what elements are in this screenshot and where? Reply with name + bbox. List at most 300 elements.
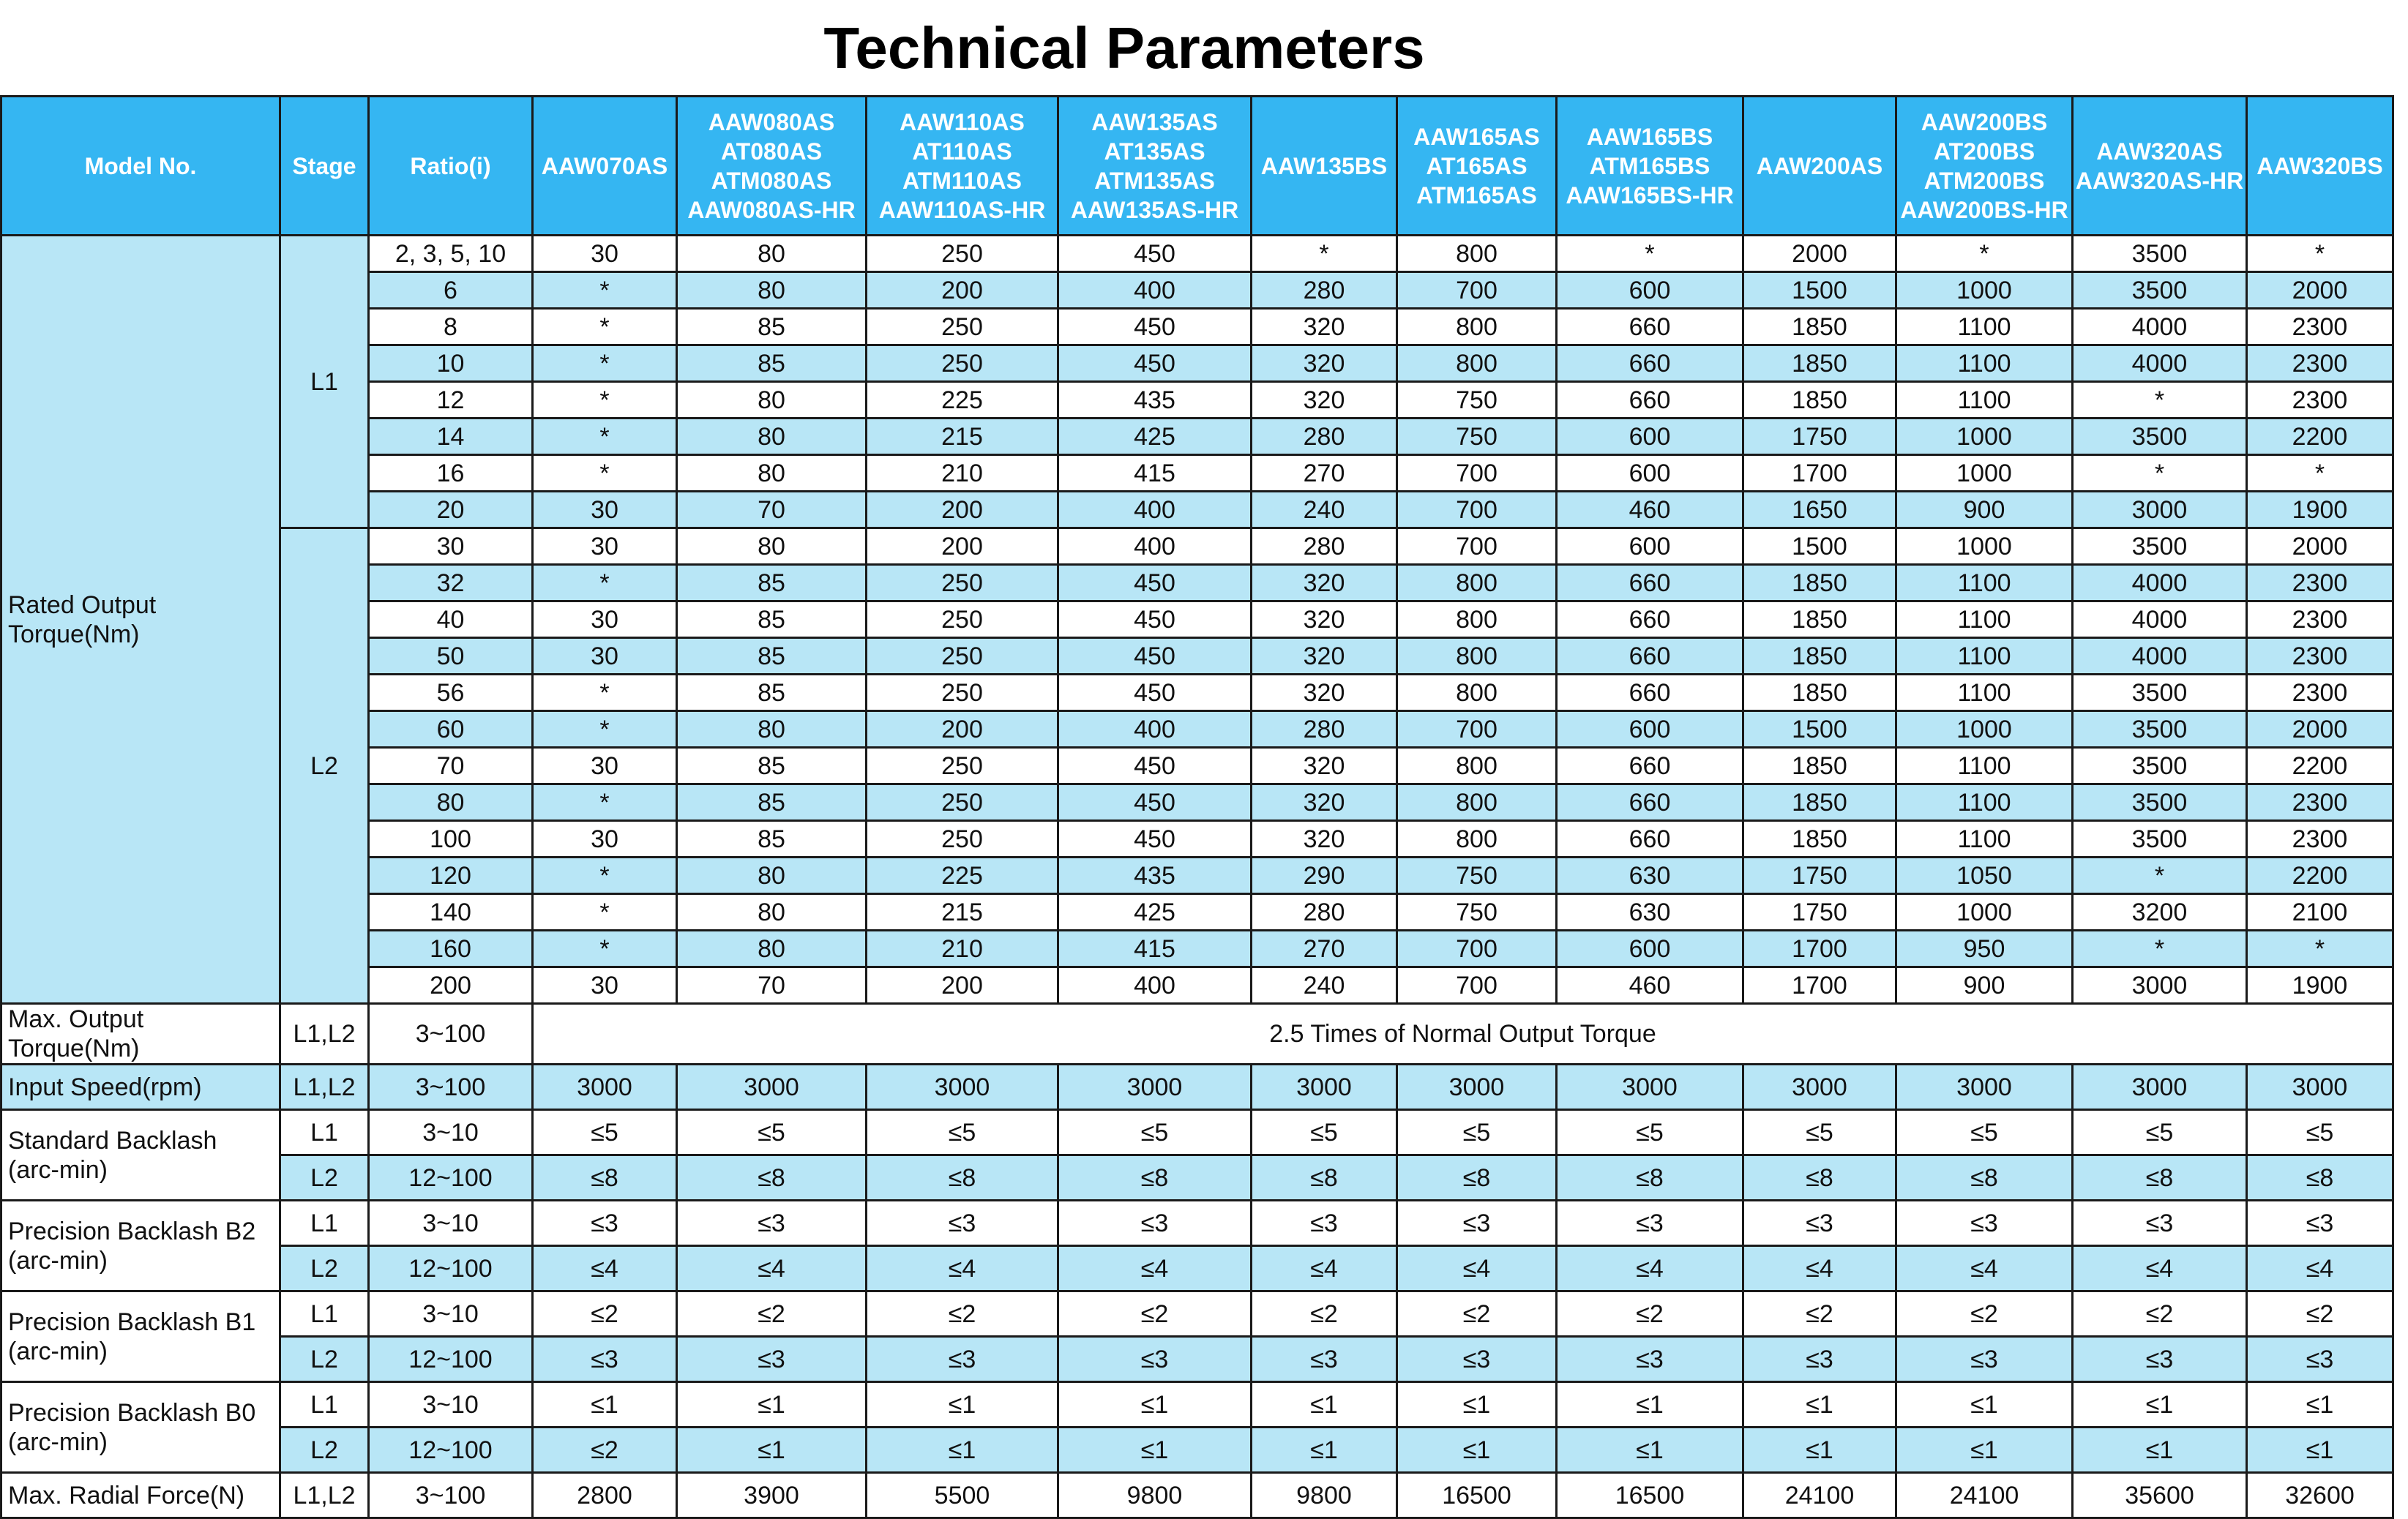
table-row bbox=[1, 1291, 2393, 1337]
header-model-name: AT200BS bbox=[1933, 138, 2035, 165]
torque-value-cell: 30 bbox=[533, 638, 677, 675]
torque-value-cell: 320 bbox=[1252, 638, 1397, 675]
backlash-value: ≤4 bbox=[2247, 1246, 2393, 1291]
ratio-cell: 16 bbox=[369, 455, 533, 492]
ratio-cell: 2, 3, 5, 10 bbox=[369, 236, 533, 272]
input-speed-value: 3000 bbox=[1743, 1065, 1896, 1110]
torque-value-cell: 225 bbox=[867, 858, 1058, 894]
torque-value-cell: 1000 bbox=[1896, 894, 2073, 931]
torque-value-cell: 660 bbox=[1557, 784, 1743, 821]
backlash-value: ≤3 bbox=[1896, 1337, 2073, 1382]
backlash-value: ≤1 bbox=[1397, 1382, 1557, 1428]
input-speed-value: 3000 bbox=[1896, 1065, 2073, 1110]
torque-value-cell: 3500 bbox=[2073, 272, 2247, 309]
header-model-col bbox=[677, 97, 867, 236]
torque-value-cell: 800 bbox=[1397, 345, 1557, 382]
backlash-value: ≤5 bbox=[1397, 1110, 1557, 1155]
backlash-value: ≤5 bbox=[2073, 1110, 2247, 1155]
backlash-label-line: Precision Backlash B0 bbox=[8, 1398, 256, 1427]
torque-value-cell: 660 bbox=[1557, 638, 1743, 675]
backlash-value: ≤1 bbox=[1058, 1428, 1252, 1473]
ratio-cell: 12~100 bbox=[369, 1155, 533, 1201]
ratio-cell: 70 bbox=[369, 748, 533, 784]
backlash-label bbox=[1, 1382, 280, 1473]
stage-cell: L1,L2 bbox=[280, 1065, 369, 1110]
max-radial-force-value: 9800 bbox=[1252, 1473, 1397, 1518]
torque-value-cell: 320 bbox=[1252, 821, 1397, 858]
torque-value-cell: 1100 bbox=[1896, 382, 2073, 419]
backlash-value: ≤3 bbox=[1252, 1337, 1397, 1382]
torque-value-cell: 70 bbox=[677, 492, 867, 528]
torque-value-cell: 80 bbox=[677, 528, 867, 565]
backlash-value: ≤5 bbox=[677, 1110, 867, 1155]
torque-value-cell: * bbox=[533, 894, 677, 931]
torque-value-cell: 1500 bbox=[1743, 528, 1896, 565]
table-row bbox=[1, 1201, 2393, 1246]
backlash-value: ≤1 bbox=[1896, 1382, 2073, 1428]
input-speed-value: 3000 bbox=[1397, 1065, 1557, 1110]
torque-value-cell: 200 bbox=[867, 967, 1058, 1004]
torque-value-cell: 1850 bbox=[1743, 309, 1896, 345]
max-radial-force-value: 5500 bbox=[867, 1473, 1058, 1518]
ratio-cell: 50 bbox=[369, 638, 533, 675]
backlash-value: ≤4 bbox=[1252, 1246, 1397, 1291]
backlash-value: ≤1 bbox=[1743, 1382, 1896, 1428]
torque-value-cell: 700 bbox=[1397, 931, 1557, 967]
header-model-name: ATM135AS bbox=[1094, 167, 1215, 194]
max-radial-force-value: 35600 bbox=[2073, 1473, 2247, 1518]
backlash-value: ≤3 bbox=[2073, 1337, 2247, 1382]
backlash-value: ≤3 bbox=[867, 1337, 1058, 1382]
torque-value-cell: 1850 bbox=[1743, 675, 1896, 711]
backlash-label bbox=[1, 1291, 280, 1382]
torque-value-cell: 1850 bbox=[1743, 784, 1896, 821]
backlash-label-line: (arc-min) bbox=[8, 1246, 108, 1275]
ratio-cell: 40 bbox=[369, 601, 533, 638]
header-model-name: AAW080AS-HR bbox=[687, 196, 856, 223]
torque-value-cell: 1700 bbox=[1743, 931, 1896, 967]
ratio-cell: 3~10 bbox=[369, 1291, 533, 1337]
backlash-value: ≤3 bbox=[1058, 1201, 1252, 1246]
torque-value-cell: * bbox=[533, 455, 677, 492]
header-model-col bbox=[1058, 97, 1252, 236]
torque-value-cell: 2300 bbox=[2247, 638, 2393, 675]
torque-value-cell: 435 bbox=[1058, 858, 1252, 894]
backlash-value: ≤1 bbox=[1252, 1428, 1397, 1473]
torque-value-cell: 80 bbox=[677, 272, 867, 309]
torque-value-cell: 800 bbox=[1397, 821, 1557, 858]
max-output-torque-value: 2.5 Times of Normal Output Torque bbox=[533, 1004, 2393, 1065]
backlash-label-line: (arc-min) bbox=[8, 1155, 108, 1184]
torque-value-cell: 900 bbox=[1896, 967, 2073, 1004]
backlash-value: ≤2 bbox=[2073, 1291, 2247, 1337]
backlash-label-line: (arc-min) bbox=[8, 1337, 108, 1365]
torque-value-cell: 250 bbox=[867, 821, 1058, 858]
backlash-value: ≤3 bbox=[1557, 1201, 1743, 1246]
torque-value-cell: 280 bbox=[1252, 894, 1397, 931]
torque-value-cell: 2300 bbox=[2247, 821, 2393, 858]
header-model-name: ATM165BS bbox=[1589, 152, 1710, 179]
torque-value-cell: 700 bbox=[1397, 455, 1557, 492]
torque-value-cell: 600 bbox=[1557, 528, 1743, 565]
max-radial-force-value: 32600 bbox=[2247, 1473, 2393, 1518]
header-model-name: AAW320AS bbox=[2096, 138, 2223, 165]
torque-value-cell: * bbox=[2073, 931, 2247, 967]
backlash-label bbox=[1, 1110, 280, 1201]
torque-value-cell: 750 bbox=[1397, 382, 1557, 419]
backlash-value: ≤2 bbox=[1252, 1291, 1397, 1337]
torque-value-cell: 85 bbox=[677, 748, 867, 784]
max-radial-force-value: 24100 bbox=[1743, 1473, 1896, 1518]
torque-value-cell: 2300 bbox=[2247, 309, 2393, 345]
torque-value-cell: 250 bbox=[867, 784, 1058, 821]
torque-value-cell: 2300 bbox=[2247, 675, 2393, 711]
torque-value-cell: 1650 bbox=[1743, 492, 1896, 528]
backlash-value: ≤1 bbox=[1557, 1382, 1743, 1428]
backlash-value: ≤5 bbox=[1252, 1110, 1397, 1155]
torque-value-cell: 320 bbox=[1252, 748, 1397, 784]
torque-value-cell: 85 bbox=[677, 601, 867, 638]
stage-cell: L2 bbox=[280, 1155, 369, 1201]
ratio-cell: 200 bbox=[369, 967, 533, 1004]
torque-value-cell: 3500 bbox=[2073, 711, 2247, 748]
stage-cell: L2 bbox=[280, 1246, 369, 1291]
torque-value-cell: 200 bbox=[867, 272, 1058, 309]
torque-value-cell: 1100 bbox=[1896, 748, 2073, 784]
stage-cell: L1 bbox=[280, 236, 369, 528]
backlash-value: ≤5 bbox=[867, 1110, 1058, 1155]
torque-value-cell: 1900 bbox=[2247, 967, 2393, 1004]
torque-value-cell: * bbox=[2073, 858, 2247, 894]
backlash-value: ≤8 bbox=[867, 1155, 1058, 1201]
table-row bbox=[1, 528, 2393, 565]
backlash-value: ≤3 bbox=[1557, 1337, 1743, 1382]
torque-value-cell: 1750 bbox=[1743, 419, 1896, 455]
torque-value-cell: 425 bbox=[1058, 419, 1252, 455]
torque-value-cell: 800 bbox=[1397, 748, 1557, 784]
torque-value-cell: * bbox=[2247, 931, 2393, 967]
torque-value-cell: 250 bbox=[867, 675, 1058, 711]
ratio-cell: 100 bbox=[369, 821, 533, 858]
torque-value-cell: 400 bbox=[1058, 272, 1252, 309]
torque-value-cell: 1000 bbox=[1896, 272, 2073, 309]
torque-value-cell: 85 bbox=[677, 784, 867, 821]
backlash-value: ≤3 bbox=[1058, 1337, 1252, 1382]
torque-value-cell: 450 bbox=[1058, 675, 1252, 711]
torque-value-cell: 320 bbox=[1252, 601, 1397, 638]
header-row bbox=[1, 97, 2393, 236]
backlash-value: ≤8 bbox=[1743, 1155, 1896, 1201]
table-row bbox=[1, 1110, 2393, 1155]
torque-value-cell: 280 bbox=[1252, 528, 1397, 565]
input-speed-label: Input Speed(rpm) bbox=[1, 1065, 280, 1110]
torque-value-cell: 1000 bbox=[1896, 528, 2073, 565]
ratio-cell: 3~10 bbox=[369, 1382, 533, 1428]
torque-value-cell: 1100 bbox=[1896, 309, 2073, 345]
backlash-value: ≤1 bbox=[1058, 1382, 1252, 1428]
torque-value-cell: 225 bbox=[867, 382, 1058, 419]
torque-value-cell: 80 bbox=[677, 382, 867, 419]
ratio-cell: 32 bbox=[369, 565, 533, 601]
torque-value-cell: 4000 bbox=[2073, 601, 2247, 638]
torque-value-cell: 1100 bbox=[1896, 821, 2073, 858]
torque-value-cell: 700 bbox=[1397, 272, 1557, 309]
header-model-name: AAW110AS bbox=[900, 108, 1025, 135]
stage-cell: L2 bbox=[280, 1428, 369, 1473]
ratio-cell: 3~100 bbox=[369, 1004, 533, 1065]
backlash-value: ≤1 bbox=[1743, 1428, 1896, 1473]
torque-value-cell: 2200 bbox=[2247, 748, 2393, 784]
torque-value-cell: 3000 bbox=[2073, 967, 2247, 1004]
torque-value-cell: 400 bbox=[1058, 492, 1252, 528]
torque-value-cell: 3000 bbox=[2073, 492, 2247, 528]
torque-value-cell: 3500 bbox=[2073, 821, 2247, 858]
torque-value-cell: 80 bbox=[677, 711, 867, 748]
ratio-cell: 3~10 bbox=[369, 1110, 533, 1155]
backlash-value: ≤1 bbox=[1557, 1428, 1743, 1473]
header-model-col bbox=[1252, 97, 1397, 236]
torque-value-cell: 4000 bbox=[2073, 309, 2247, 345]
torque-value-cell: 80 bbox=[677, 931, 867, 967]
stage-cell: L1 bbox=[280, 1291, 369, 1337]
backlash-value: ≤5 bbox=[1896, 1110, 2073, 1155]
torque-value-cell: 660 bbox=[1557, 748, 1743, 784]
table-row bbox=[1, 1065, 2393, 1110]
torque-value-cell: 400 bbox=[1058, 711, 1252, 748]
torque-value-cell: 1850 bbox=[1743, 638, 1896, 675]
backlash-value: ≤2 bbox=[533, 1291, 677, 1337]
backlash-value: ≤1 bbox=[2247, 1382, 2393, 1428]
torque-value-cell: 2300 bbox=[2247, 784, 2393, 821]
backlash-value: ≤3 bbox=[1743, 1337, 1896, 1382]
backlash-value: ≤2 bbox=[1896, 1291, 2073, 1337]
torque-value-cell: 2300 bbox=[2247, 565, 2393, 601]
torque-value-cell: 415 bbox=[1058, 455, 1252, 492]
torque-value-cell: 900 bbox=[1896, 492, 2073, 528]
torque-value-cell: 1750 bbox=[1743, 858, 1896, 894]
header-model-name: AAW080AS bbox=[708, 108, 835, 135]
torque-value-cell: * bbox=[533, 565, 677, 601]
torque-value-cell: 450 bbox=[1058, 638, 1252, 675]
torque-value-cell: 800 bbox=[1397, 601, 1557, 638]
torque-value-cell: * bbox=[533, 272, 677, 309]
header-model-name: AT165AS bbox=[1426, 152, 1528, 179]
torque-value-cell: * bbox=[533, 345, 677, 382]
torque-value-cell: 210 bbox=[867, 455, 1058, 492]
torque-value-cell: 200 bbox=[867, 711, 1058, 748]
torque-value-cell: 320 bbox=[1252, 382, 1397, 419]
torque-value-cell: 1850 bbox=[1743, 748, 1896, 784]
header-ratio: Ratio(i) bbox=[369, 97, 533, 236]
torque-value-cell: 3500 bbox=[2073, 675, 2247, 711]
torque-value-cell: * bbox=[533, 711, 677, 748]
table-row bbox=[1, 1246, 2393, 1291]
torque-value-cell: 270 bbox=[1252, 455, 1397, 492]
input-speed-value: 3000 bbox=[677, 1065, 867, 1110]
ratio-cell: 3~10 bbox=[369, 1201, 533, 1246]
torque-value-cell: 950 bbox=[1896, 931, 2073, 967]
torque-value-cell: 1100 bbox=[1896, 345, 2073, 382]
max-radial-force-value: 9800 bbox=[1058, 1473, 1252, 1518]
torque-value-cell: 250 bbox=[867, 748, 1058, 784]
torque-value-cell: 250 bbox=[867, 309, 1058, 345]
ratio-cell: 10 bbox=[369, 345, 533, 382]
torque-value-cell: 630 bbox=[1557, 894, 1743, 931]
backlash-value: ≤1 bbox=[2073, 1382, 2247, 1428]
table-row bbox=[1, 1155, 2393, 1201]
backlash-value: ≤8 bbox=[677, 1155, 867, 1201]
backlash-value: ≤3 bbox=[1252, 1201, 1397, 1246]
backlash-value: ≤3 bbox=[533, 1201, 677, 1246]
torque-value-cell: 80 bbox=[677, 236, 867, 272]
backlash-value: ≤1 bbox=[867, 1382, 1058, 1428]
torque-value-cell: 2000 bbox=[1743, 236, 1896, 272]
ratio-cell: 12~100 bbox=[369, 1428, 533, 1473]
torque-value-cell: * bbox=[533, 931, 677, 967]
backlash-value: ≤8 bbox=[2073, 1155, 2247, 1201]
torque-value-cell: 2300 bbox=[2247, 601, 2393, 638]
torque-value-cell: 450 bbox=[1058, 345, 1252, 382]
torque-value-cell: 660 bbox=[1557, 821, 1743, 858]
max-radial-force-label: Max. Radial Force(N) bbox=[1, 1473, 280, 1518]
backlash-value: ≤2 bbox=[1557, 1291, 1743, 1337]
header-model-name: ATM200BS bbox=[1923, 167, 2045, 194]
backlash-value: ≤8 bbox=[533, 1155, 677, 1201]
torque-value-cell: 800 bbox=[1397, 638, 1557, 675]
header-model-name: ATM165AS bbox=[1416, 181, 1537, 209]
torque-value-cell: 1100 bbox=[1896, 565, 2073, 601]
header-model-name: AT110AS bbox=[912, 138, 1012, 165]
torque-value-cell: 30 bbox=[533, 821, 677, 858]
torque-value-cell: 3500 bbox=[2073, 236, 2247, 272]
torque-value-cell: 200 bbox=[867, 528, 1058, 565]
torque-value-cell: 1900 bbox=[2247, 492, 2393, 528]
torque-value-cell: * bbox=[533, 858, 677, 894]
backlash-value: ≤2 bbox=[1058, 1291, 1252, 1337]
backlash-value: ≤4 bbox=[677, 1246, 867, 1291]
header-model-name: AAW110AS-HR bbox=[878, 196, 1046, 223]
torque-value-cell: 2200 bbox=[2247, 419, 2393, 455]
torque-value-cell: 700 bbox=[1397, 492, 1557, 528]
torque-value-cell: 240 bbox=[1252, 492, 1397, 528]
torque-value-cell: 450 bbox=[1058, 821, 1252, 858]
backlash-value: ≤1 bbox=[867, 1428, 1058, 1473]
torque-value-cell: 660 bbox=[1557, 601, 1743, 638]
input-speed-value: 3000 bbox=[2073, 1065, 2247, 1110]
torque-value-cell: 450 bbox=[1058, 748, 1252, 784]
page-title: Technical Parameters bbox=[823, 15, 1425, 80]
backlash-value: ≤1 bbox=[533, 1382, 677, 1428]
torque-value-cell: 4000 bbox=[2073, 565, 2247, 601]
torque-value-cell: 1050 bbox=[1896, 858, 2073, 894]
backlash-value: ≤4 bbox=[2073, 1246, 2247, 1291]
input-speed-value: 3000 bbox=[867, 1065, 1058, 1110]
torque-value-cell: 200 bbox=[867, 492, 1058, 528]
torque-value-cell: 435 bbox=[1058, 382, 1252, 419]
header-model-name: AAW320AS-HR bbox=[2075, 167, 2244, 194]
torque-value-cell: * bbox=[2247, 455, 2393, 492]
backlash-value: ≤3 bbox=[2073, 1201, 2247, 1246]
header-model-name: AAW135BS bbox=[1260, 152, 1388, 179]
torque-value-cell: * bbox=[1896, 236, 2073, 272]
torque-value-cell: 660 bbox=[1557, 675, 1743, 711]
backlash-value: ≤4 bbox=[867, 1246, 1058, 1291]
torque-value-cell: 3200 bbox=[2073, 894, 2247, 931]
torque-value-cell: 2000 bbox=[2247, 711, 2393, 748]
torque-value-cell: 1000 bbox=[1896, 419, 2073, 455]
torque-value-cell: 30 bbox=[533, 492, 677, 528]
torque-value-cell: 1850 bbox=[1743, 345, 1896, 382]
ratio-cell: 160 bbox=[369, 931, 533, 967]
torque-value-cell: 2100 bbox=[2247, 894, 2393, 931]
torque-value-cell: 1100 bbox=[1896, 601, 2073, 638]
header-model-name: AAW165BS bbox=[1586, 123, 1713, 150]
backlash-value: ≤3 bbox=[1397, 1337, 1557, 1382]
torque-value-cell: 1700 bbox=[1743, 455, 1896, 492]
header-model-name: AAW165BS-HR bbox=[1566, 181, 1734, 209]
backlash-value: ≤5 bbox=[1058, 1110, 1252, 1155]
torque-value-cell: 85 bbox=[677, 638, 867, 675]
input-speed-value: 3000 bbox=[533, 1065, 677, 1110]
torque-value-cell: 1000 bbox=[1896, 711, 2073, 748]
torque-value-cell: 700 bbox=[1397, 967, 1557, 1004]
torque-value-cell: 750 bbox=[1397, 858, 1557, 894]
torque-value-cell: 250 bbox=[867, 638, 1058, 675]
torque-value-cell: 1850 bbox=[1743, 565, 1896, 601]
backlash-value: ≤2 bbox=[677, 1291, 867, 1337]
torque-value-cell: 3500 bbox=[2073, 528, 2247, 565]
header-model-name: ATM080AS bbox=[711, 167, 832, 194]
backlash-value: ≤4 bbox=[533, 1246, 677, 1291]
backlash-label bbox=[1, 1201, 280, 1291]
backlash-value: ≤1 bbox=[677, 1382, 867, 1428]
backlash-value: ≤3 bbox=[1896, 1201, 2073, 1246]
torque-value-cell: 460 bbox=[1557, 967, 1743, 1004]
header-model-name: ATM110AS bbox=[902, 167, 1022, 194]
ratio-cell: 120 bbox=[369, 858, 533, 894]
torque-value-cell: 250 bbox=[867, 236, 1058, 272]
torque-value-cell: 280 bbox=[1252, 272, 1397, 309]
technical-parameters-table bbox=[0, 95, 2394, 1519]
torque-value-cell: * bbox=[533, 784, 677, 821]
torque-value-cell: 800 bbox=[1397, 236, 1557, 272]
torque-value-cell: * bbox=[2247, 236, 2393, 272]
backlash-value: ≤2 bbox=[1397, 1291, 1557, 1337]
backlash-value: ≤3 bbox=[677, 1337, 867, 1382]
torque-value-cell: 1000 bbox=[1896, 455, 2073, 492]
torque-value-cell: 80 bbox=[677, 894, 867, 931]
table-row bbox=[1, 236, 2393, 272]
torque-value-cell: 80 bbox=[677, 455, 867, 492]
max-radial-force-value: 3900 bbox=[677, 1473, 867, 1518]
torque-value-cell: 425 bbox=[1058, 894, 1252, 931]
torque-value-cell: * bbox=[1557, 236, 1743, 272]
ratio-cell: 3~100 bbox=[369, 1065, 533, 1110]
torque-value-cell: 415 bbox=[1058, 931, 1252, 967]
backlash-value: ≤1 bbox=[2247, 1428, 2393, 1473]
torque-value-cell: 280 bbox=[1252, 419, 1397, 455]
torque-value-cell: 1750 bbox=[1743, 894, 1896, 931]
backlash-value: ≤4 bbox=[1557, 1246, 1743, 1291]
torque-value-cell: 85 bbox=[677, 675, 867, 711]
torque-value-cell: 2000 bbox=[2247, 528, 2393, 565]
backlash-label-line: Precision Backlash B1 bbox=[8, 1308, 256, 1336]
torque-value-cell: 3500 bbox=[2073, 419, 2247, 455]
stage-cell: L1,L2 bbox=[280, 1473, 369, 1518]
torque-value-cell: 80 bbox=[677, 858, 867, 894]
backlash-value: ≤3 bbox=[1743, 1201, 1896, 1246]
table-row bbox=[1, 1337, 2393, 1382]
